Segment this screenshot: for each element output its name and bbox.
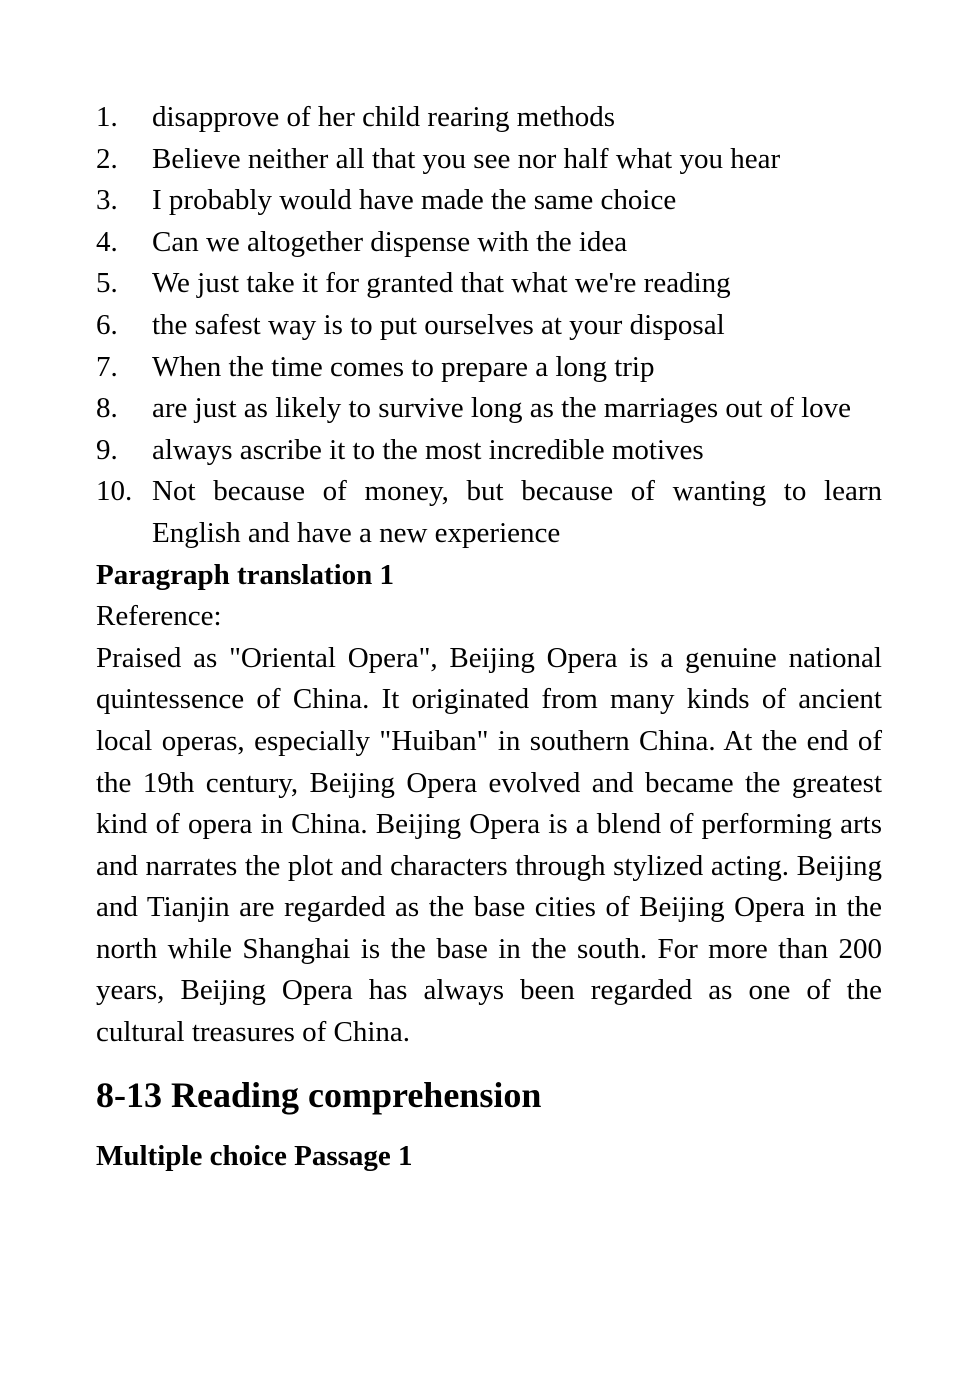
reference-label: Reference: — [96, 600, 222, 633]
answer-number: 6. — [96, 308, 118, 341]
reference-translation-text: Praised as "Oriental Opera", Beijing Opera is a genuine national quintessence of China. It originated from many kinds of ancient local operas, especially "Huiban" in southern China. At the end of the 19th century, Beijing Opera evolved and became the greatest kind of opera in China. Beijing Opera is a blend of performing arts and narrates the plot and characters through stylized acting. Beijing and Tianjin are regarded as the base cities of Beijing Opera in the north while Shanghai is the base in the south. For more than 200 years, Beijing Opera has always been regarded as one of the cultural treasures of China. — [96, 641, 882, 1049]
answer-number: 1. — [96, 101, 118, 133]
paragraph-translation-heading: Paragraph translation 1 — [96, 558, 395, 591]
answer-number: 8. — [96, 392, 118, 425]
answer-text: always ascribe it to the most incredible motives — [152, 433, 704, 466]
answer-number: 2. — [96, 142, 118, 175]
answer-item-5 — [96, 263, 882, 305]
answer-text: the safest way is to put ourselves at your disposal — [152, 308, 725, 341]
answer-number: 3. — [96, 184, 118, 217]
answer-number: 10. — [96, 475, 133, 508]
answer-text: Not because of money, but because of wanting to learn English and have a new experience — [152, 475, 882, 549]
document-page — [96, 97, 882, 1177]
answer-text: When the time comes to prepare a long trip — [152, 350, 655, 383]
answer-text: Believe neither all that you see nor half what you hear — [152, 142, 781, 175]
answer-text: Can we altogether dispense with the idea — [152, 225, 628, 258]
answer-text: We just take it for granted that what we're reading — [152, 267, 731, 300]
answer-list — [96, 97, 882, 555]
answer-item-4 — [96, 222, 882, 264]
answer-item-8 — [96, 388, 882, 430]
answer-text: are just as likely to survive long as the marriages out of love — [152, 392, 852, 425]
answer-item-2 — [96, 139, 882, 181]
section-title: 8-13 Reading comprehension — [96, 1074, 542, 1115]
answer-item-3 — [96, 180, 882, 222]
answer-item-10 — [96, 471, 882, 554]
answer-item-6 — [96, 305, 882, 347]
section-subheading: Multiple choice Passage 1 — [96, 1139, 413, 1172]
answer-item-7 — [96, 347, 882, 389]
answer-item-1 — [96, 97, 882, 139]
answer-text: I probably would have made the same choice — [152, 184, 677, 217]
answer-number: 7. — [96, 350, 118, 383]
answer-text: disapprove of her child rearing methods — [152, 101, 616, 133]
answer-number: 9. — [96, 433, 118, 466]
answer-number: 4. — [96, 225, 118, 258]
answer-number: 5. — [96, 267, 118, 300]
answer-item-9 — [96, 430, 882, 472]
